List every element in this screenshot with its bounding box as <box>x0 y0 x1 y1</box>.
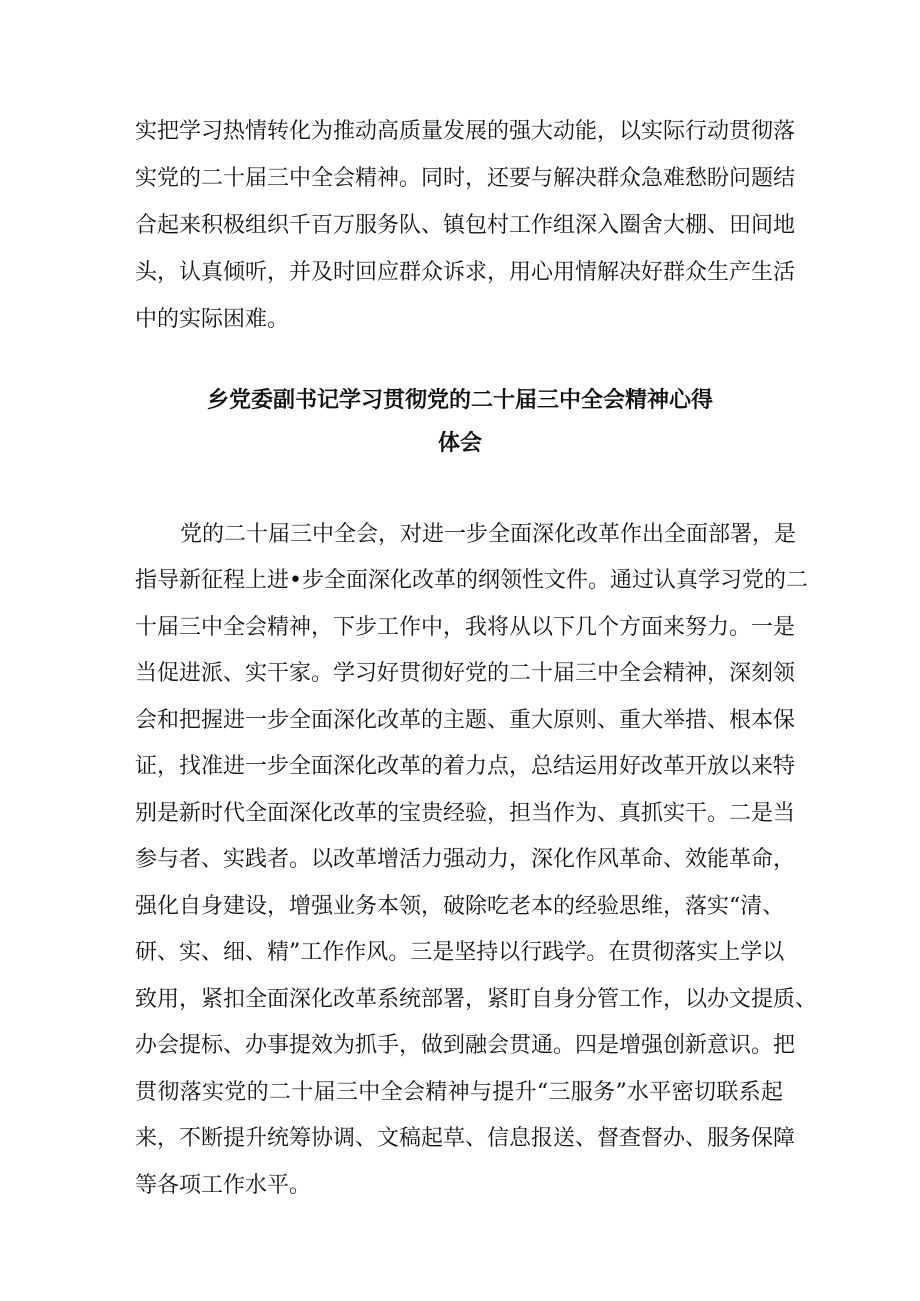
section-title-line-2: 体会 <box>437 430 482 456</box>
paragraph-line: 强化自身建设，增强业务本领，破除吃老本的经验思维，落实“清、 <box>135 894 785 919</box>
paragraph-line: 研、实、细、精”工作作风。三是坚持以行践学。在贯彻落实上学以 <box>135 940 785 965</box>
paragraph-line: 党的二十届三中全会，对进一步全面深化改革作出全面部署，是 <box>180 522 797 547</box>
paragraph-line: 当促进派、实干家。学习好贯彻好党的二十届三中全会精神，深刻领 <box>135 661 796 686</box>
paragraph-line: 贯彻落实党的二十届三中全会精神与提升“三服务”水平密切联系起 <box>135 1080 783 1105</box>
paragraph-line: 头，认真倾听，并及时回应群众诉求，用心用情解决好群众生产生活 <box>135 260 796 285</box>
paragraph-line: 合起来积极组织千百万服务队、镇包村工作组深入圈舍大棚、田间地 <box>135 213 796 238</box>
paragraph-line: 指导新征程上进•步全面深化改革的纲领性文件。通过认真学习党的二 <box>135 568 808 593</box>
paragraph-line: 参与者、实践者。以改革增活力强动力，深化作风革命、效能革命， <box>135 847 796 872</box>
paragraph-line: 证，找准进一步全面深化改革的着力点，总结运用好改革开放以来特 <box>135 754 796 779</box>
paragraph-line: 十届三中全会精神，下步工作中，我将从以下几个方面来努力。一是 <box>135 615 796 640</box>
paragraph-line: 办会提标、办事提效为抓手，做到融会贯通。四是增强创新意识。把 <box>135 1033 796 1058</box>
paragraph-line: 实党的二十届三中全会精神。同时，还要与解决群众急难愁盼问题结 <box>135 166 796 191</box>
paragraph-line: 中的实际困难。 <box>135 307 290 332</box>
paragraph-line: 来，不断提升统筹协调、文稿起草、信息报送、督查督办、服务保障 <box>135 1126 796 1151</box>
paragraph-line: 别是新时代全面深化改革的宝贵经验，担当作为、真抓实干。二是当 <box>135 801 796 826</box>
paragraph-line: 实把学习热情转化为推动高质量发展的强大动能，以实际行动贯彻落 <box>135 119 796 144</box>
paragraph-line: 致用，紧扣全面深化改革系统部署，紧盯自身分管工作，以办文提质、 <box>135 987 818 1012</box>
paragraph-line: 等各项工作水平。 <box>135 1173 312 1198</box>
paragraph-line: 会和把握进一步全面深化改革的主题、重大原则、重大举措、根本保 <box>135 708 796 733</box>
section-title-line-1: 乡党委副书记学习贯彻党的二十届三中全会精神心得 <box>206 387 713 413</box>
